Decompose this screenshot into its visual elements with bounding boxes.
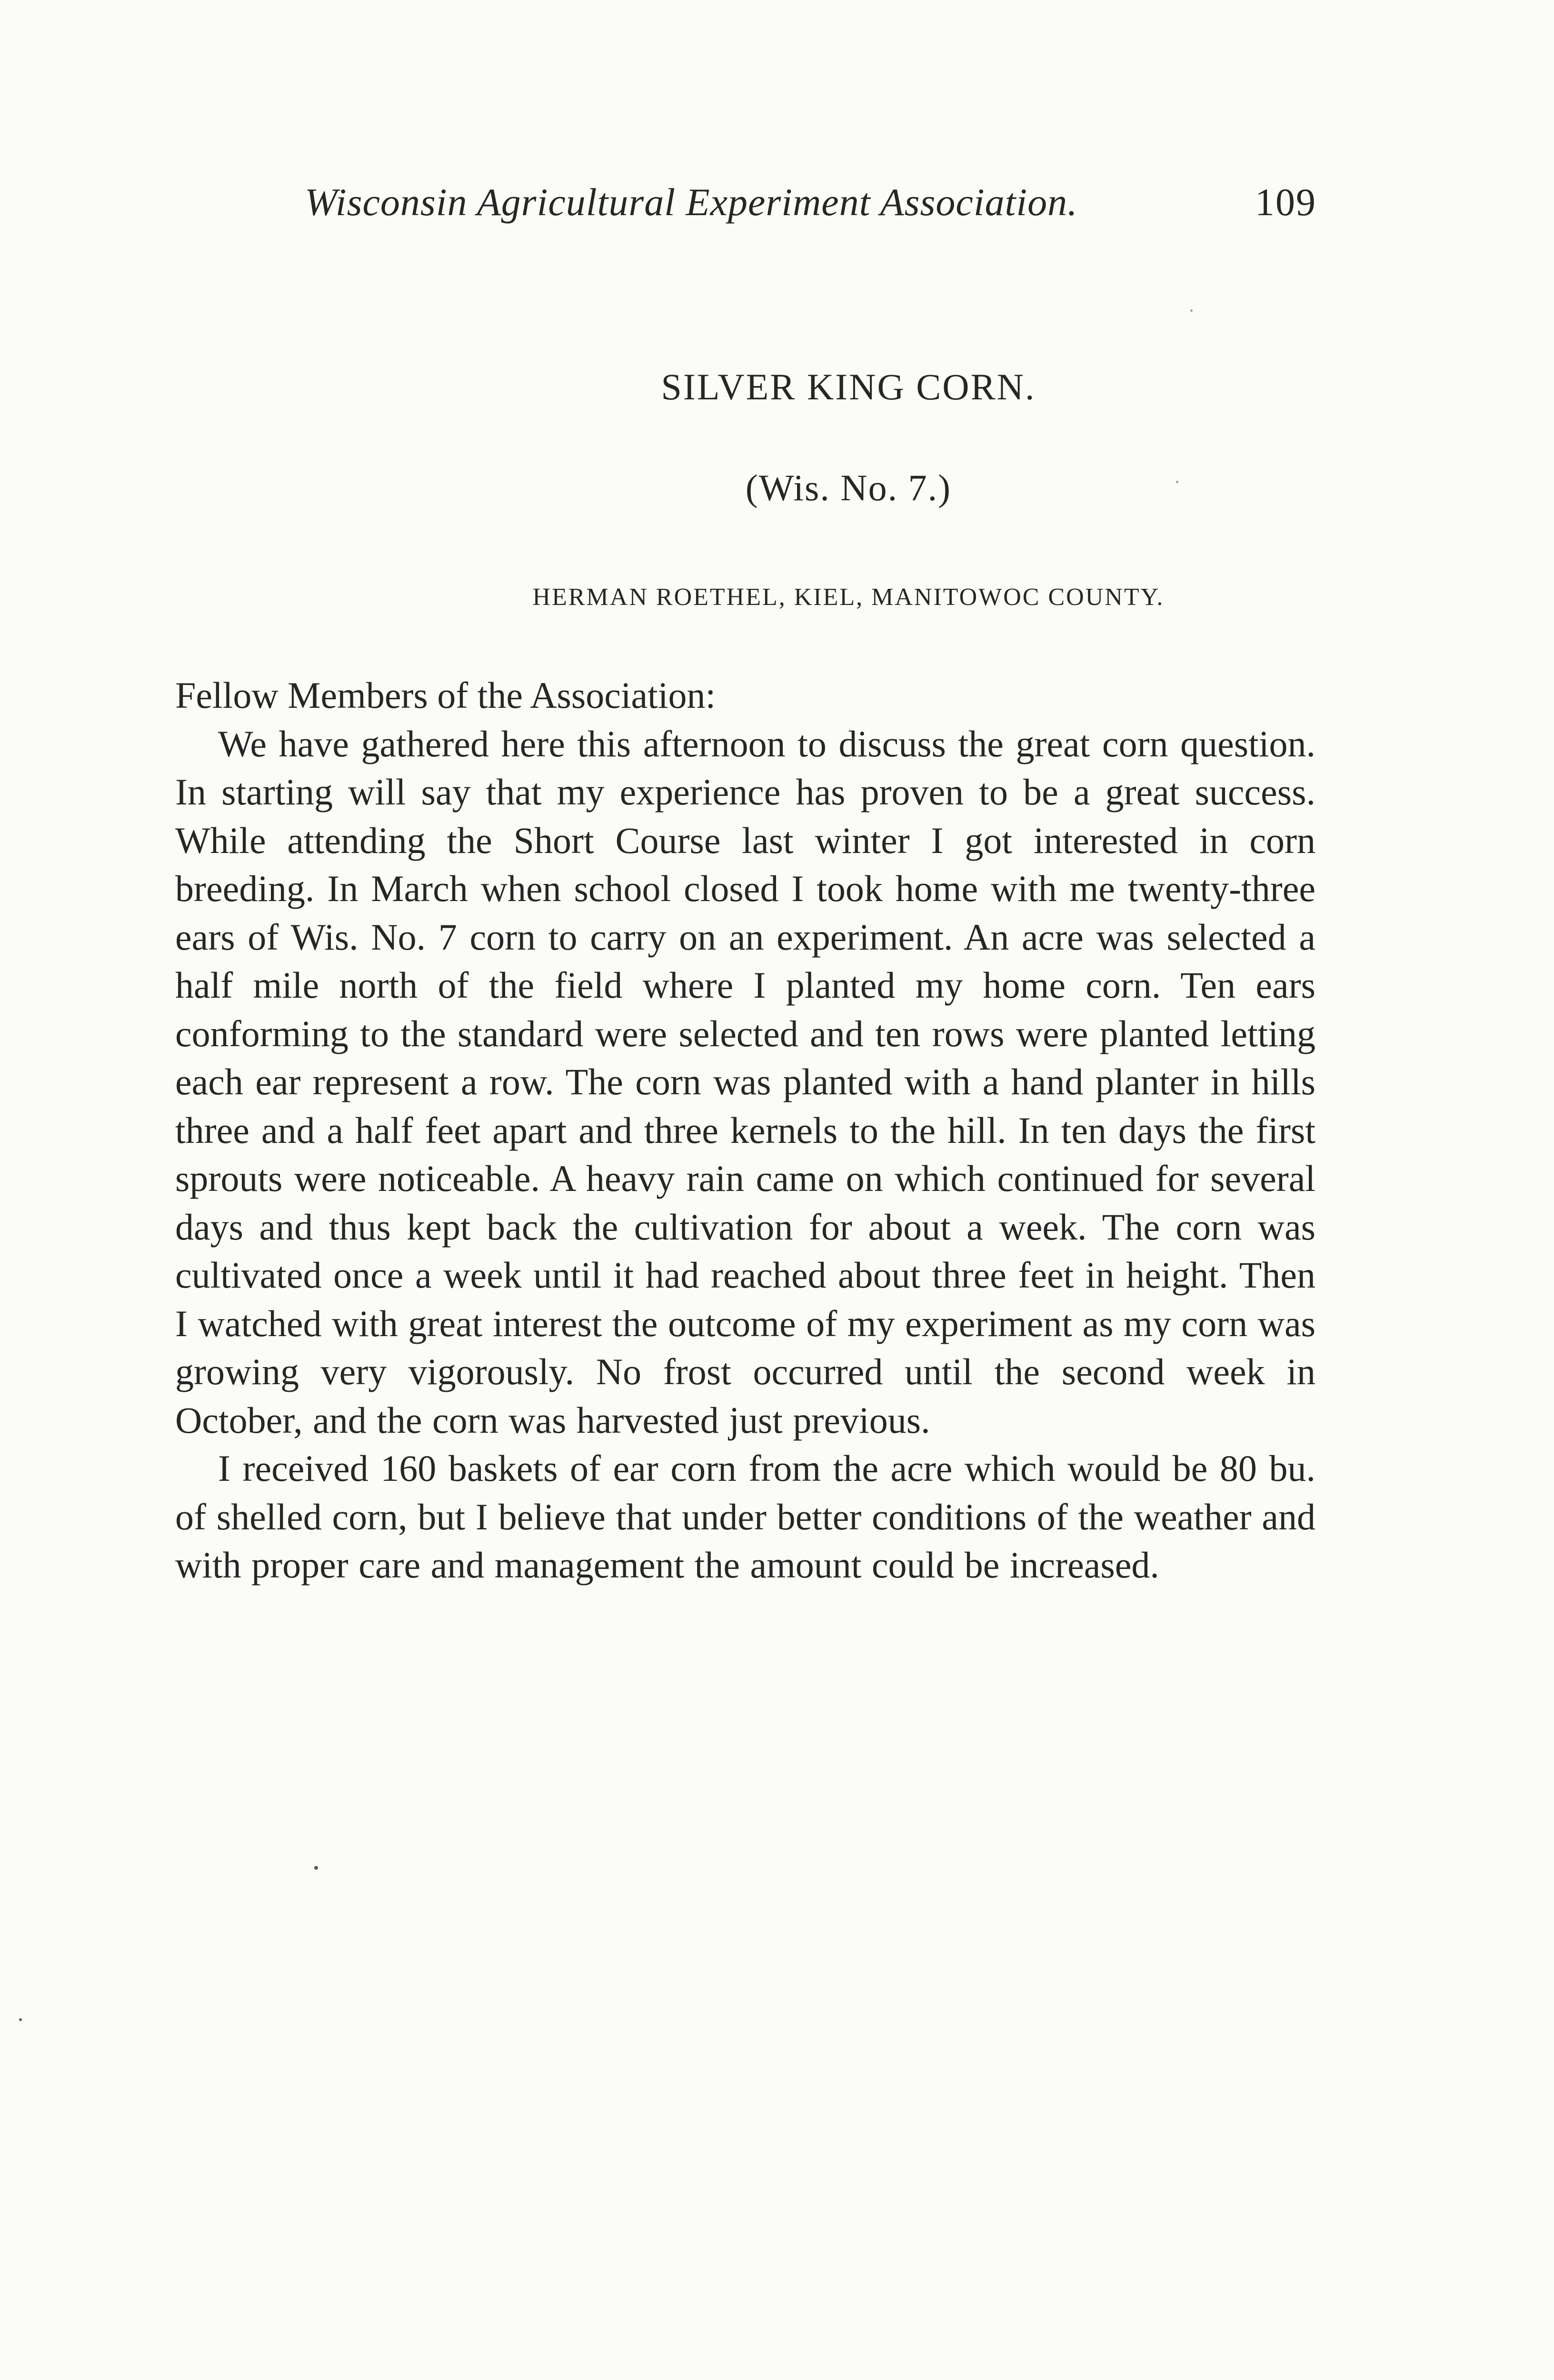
scan-speck (1190, 309, 1193, 312)
article-subtitle: (Wis. No. 7.) (745, 467, 952, 508)
page-number: 109 (1255, 180, 1316, 224)
scan-speck (1176, 481, 1178, 483)
paragraph-1: We have gathered here this afternoon to discuss the great corn question. In starting will say that my experience has proven to be a great success. While attending the Short Course last winter I got interested in corn breeding. In March when school closed I took home with me twenty-three ears of Wis. No. 7 corn to carry on an experiment. An acre was selected a half mile north of the field where I planted my home corn. Ten ears conforming to the standard were selected and ten rows were planted letting each ear represent a row. The corn was planted with a hand planter in hills three and a half feet apart and three kernels to the hill. In ten days the first sprouts were noticeable. A heavy rain came on which continued for several days and thus kept back the cultivation for about a week. The corn was cultivated once a week until it had reached about three feet in height. Then I watched with great interest the outcome of my experiment as my corn was growing very vigorously. No frost occurred until the second week in October, and the corn was harvested just previous. (175, 723, 1315, 1441)
article-title: SILVER KING CORN. (661, 366, 1036, 407)
running-title: Wisconsin Agricultural Experiment Association. (305, 180, 1078, 224)
paragraph-2: I received 160 baskets of ear corn from the acre which would be 80 bu. of shelled corn, but I believe that under better conditions of the weather and with proper care and management the amount could be increased. (175, 1448, 1315, 1586)
salutation: Fellow Members of the Association: (175, 674, 716, 716)
scan-speck (19, 2018, 22, 2021)
scan-speck (314, 1866, 318, 1870)
running-header (305, 176, 1316, 228)
article-body (175, 671, 1315, 1589)
author-byline: HERMAN ROETHEL, KIEL, MANITOWOC COUNTY. (532, 584, 1165, 611)
